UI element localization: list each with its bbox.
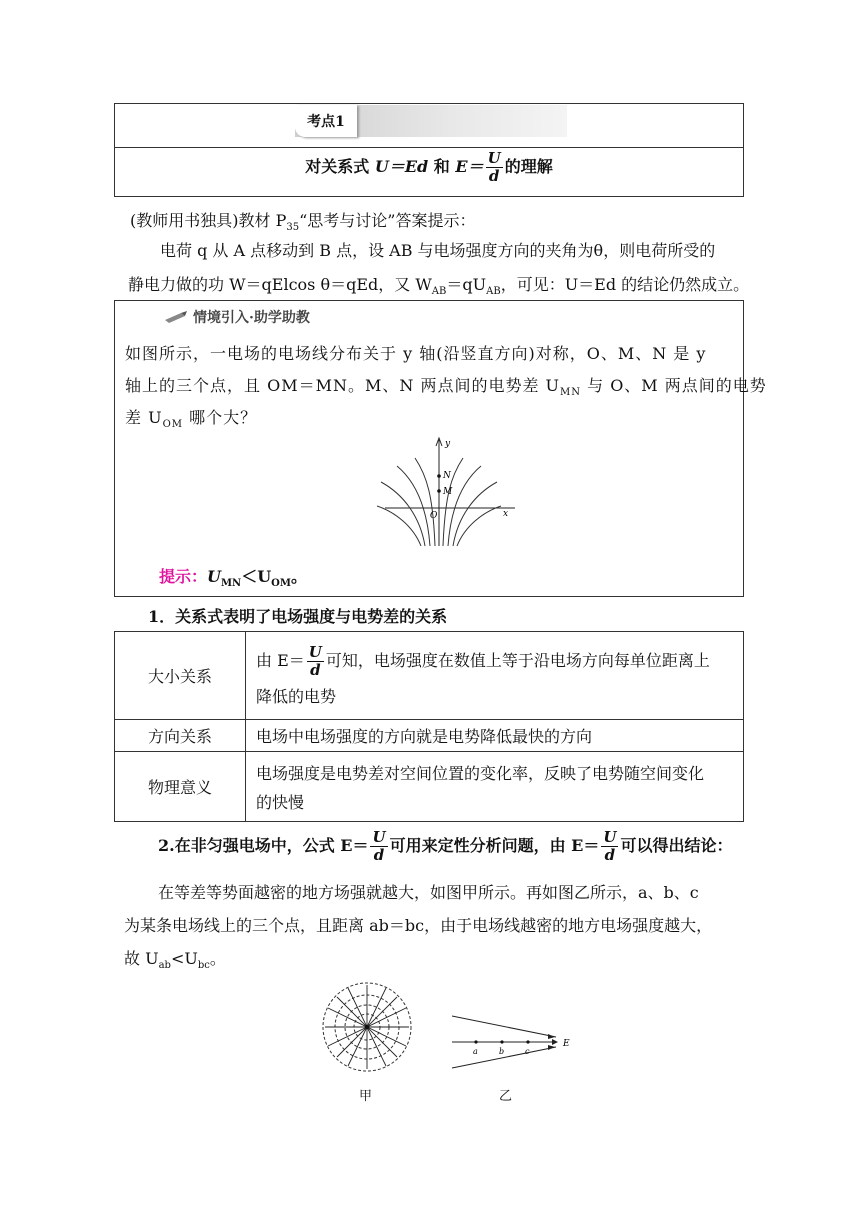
- table-key: 物理意义: [115, 752, 246, 822]
- para2-line1: 在等差等势面越密的地方场强就越大，如图甲所示。再如图乙所示，a、b、c: [158, 883, 699, 902]
- title-prefix: 对关系式: [305, 157, 370, 176]
- hint: 提示：$U_{MN}<U_{OM}$。: [159, 567, 307, 590]
- section2-title: 2.在非匀强电场中，公式 E＝ $\frac{U}{d}$ 可用来定性分析问题，由 E＝ $\frac{U}{d}$ 可以得出结论：: [158, 828, 733, 864]
- para2-line2: 为某条电场线上的三个点，且距离 ab＝bc，由于电场线越密的地方电场强度越大，: [124, 916, 713, 935]
- fig-N-label: N: [443, 471, 451, 481]
- kaodian-divider: [115, 147, 743, 148]
- table-key: 方向关系: [115, 720, 246, 752]
- fig-b-label: b: [499, 1047, 505, 1056]
- table-value: 电场中电场强度的方向就是电势降低最快的方向: [246, 720, 744, 752]
- fig-c-label: c: [525, 1047, 530, 1056]
- pencil-icon: [163, 310, 189, 324]
- table-value: 电场强度是电势差对空间位置的变化率，反映了电势随空间变化 的快慢: [246, 752, 744, 822]
- scene-header: 情境引入·助学助教: [163, 307, 310, 327]
- title-fraction: $\frac{U}{d}$: [487, 149, 501, 185]
- fig-E-label: E: [563, 1039, 570, 1049]
- figure-jia-label: 甲: [359, 1089, 373, 1104]
- answer-line3: 静电力做的功 W＝qElcos θ＝qEd，又 $W_{AB}=qU_{AB}$，可见：U＝Ed 的结论仍然成立。: [128, 275, 750, 298]
- title-eq1: U＝Ed: [374, 157, 429, 176]
- scene-line3: 差 $U_{OM}$ 哪个大？: [125, 408, 258, 431]
- para2-line3: 故 $U_{ab}<U_{bc}$。: [124, 949, 226, 972]
- answer-line2: 电荷 q 从 A 点移动到 B 点，设 AB 与电场强度方向的夹角为θ，则电荷所受的: [160, 241, 716, 260]
- kaodian-tab: [295, 105, 567, 137]
- table-row: [115, 752, 744, 822]
- answer-line1: (教师用书独具)教材 $P_{35}“$思考与讨论”答案提示：: [130, 211, 476, 234]
- section1-title: 1．关系式表明了电场强度与电势差的关系: [148, 607, 448, 626]
- scene-box: [114, 300, 767, 597]
- relation-table: [114, 631, 744, 822]
- fig-a-label: a: [473, 1047, 478, 1056]
- title-and: 和: [433, 157, 450, 176]
- kaodian-box: [114, 103, 744, 197]
- kaodian-tab-label: 考点1: [295, 105, 357, 137]
- table-row: [115, 632, 744, 720]
- scene-line2: 轴上的三个点，且 OM＝MN。M、N 两点间的电势差 $U_{MN}$ 与 O、M 两点间的电势: [125, 376, 767, 399]
- table-row: [115, 720, 744, 752]
- fig-x-label: x: [503, 509, 509, 519]
- field-line-figure: [375, 436, 525, 554]
- kaodian-title: [115, 151, 743, 184]
- fig-M-label: M: [443, 487, 453, 497]
- table-value: 由 E＝ $\frac{U}{d}$ 可知，电场强度在数值上等于沿电场方向每单位距离上 降低的电势: [246, 632, 744, 720]
- fig-O-label: O: [430, 511, 438, 521]
- fig-y-label: y: [445, 439, 451, 449]
- figure-yi: [448, 1010, 578, 1072]
- title-eq2: E＝: [455, 157, 484, 176]
- figure-jia: [320, 980, 414, 1074]
- figure-yi-label: 乙: [499, 1089, 513, 1104]
- title-suffix: 的理解: [504, 157, 553, 176]
- table-key: 大小关系: [115, 632, 246, 720]
- scene-line1: 如图所示，一电场的电场线分布关于 y 轴(沿竖直方向)对称，O、M、N 是 y: [125, 344, 707, 363]
